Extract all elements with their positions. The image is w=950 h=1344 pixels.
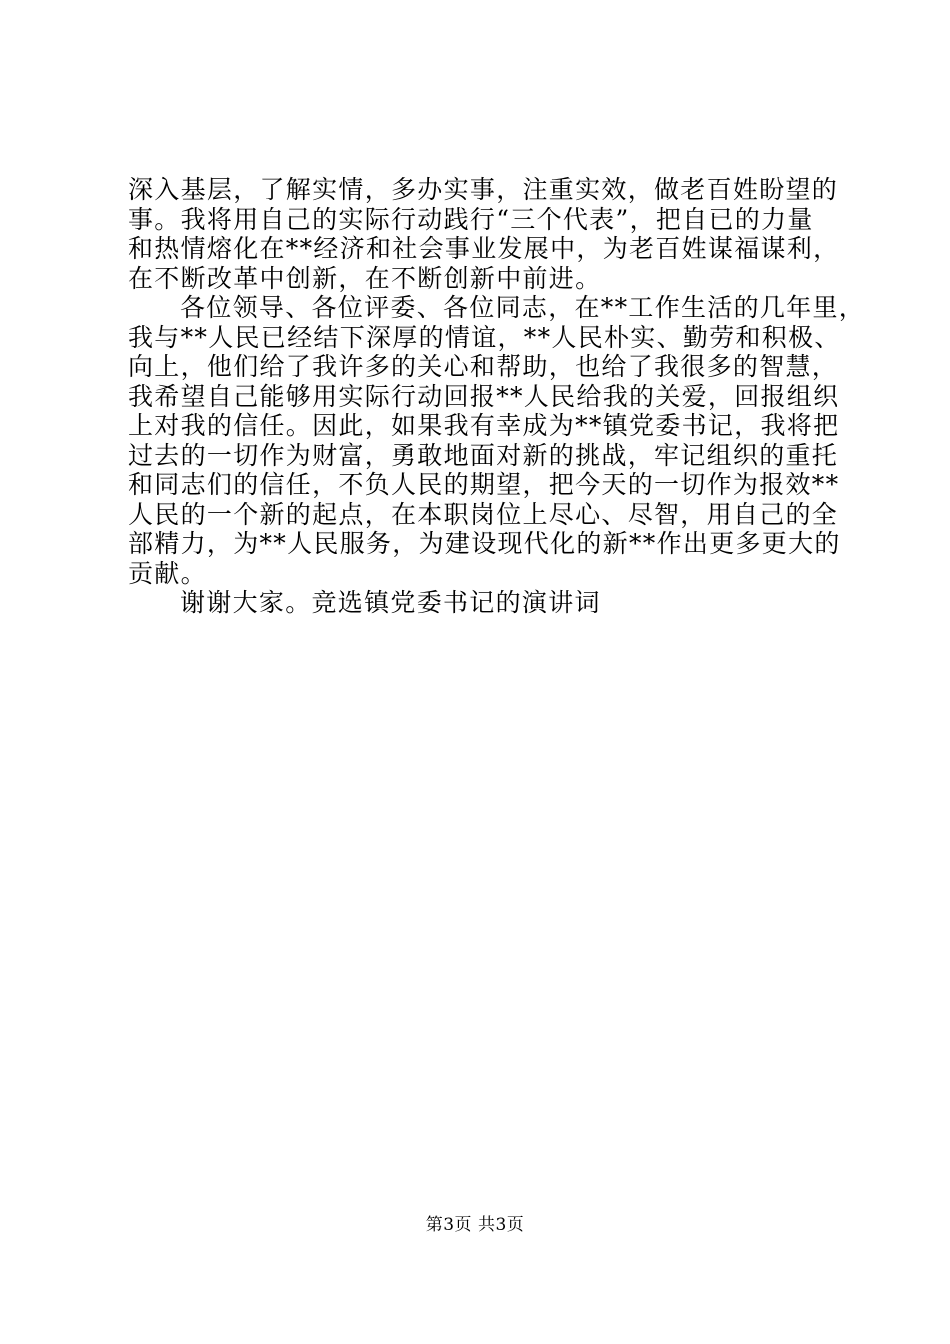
- text-line: 事。我将用自己的实际行动践行“三个代表”，把自已的力量: [128, 204, 814, 234]
- paragraph: [128, 293, 866, 588]
- text-line: 人民的一个新的起点，在本职岗位上尽心、尽智，用自己的全: [128, 499, 839, 529]
- paragraph: [128, 175, 840, 293]
- text-line: 和热情熔化在**经济和社会事业发展中，为老百姓谋福谋利，: [128, 234, 840, 263]
- page-footer: 第3页 共3页: [425, 1215, 525, 1235]
- text-line: 深入基层，了解实情，多办实事，注重实效，做老百姓盼望的: [128, 175, 839, 204]
- text-line: 各位领导、各位评委、各位同志，在**工作生活的几年里，: [180, 293, 866, 322]
- text-line: 我希望自己能够用实际行动回报**人民给我的关爱，回报组织: [128, 381, 840, 411]
- text-line: 我与**人民已经结下深厚的情谊，**人民朴实、勤劳和积极、: [128, 322, 841, 352]
- text-line: 贡献。: [128, 558, 207, 588]
- text-line: 部精力，为**人民服务，为建设现代化的新**作出更多更大的: [128, 529, 841, 558]
- text-line: 向上，他们给了我许多的关心和帮助，也给了我很多的智慧，: [128, 352, 839, 381]
- text-line: 过去的一切作为财富，勇敢地面对新的挑战，牢记组织的重托: [128, 440, 839, 470]
- text-line: 上对我的信任。因此，如果我有幸成为**镇党委书记，我将把: [128, 411, 840, 440]
- body-text: [128, 175, 866, 618]
- paragraph: [128, 588, 840, 618]
- text-line: 谢谢大家。竞选镇党委书记的演讲词: [180, 588, 601, 617]
- text-line: 在不断改革中创新，在不断创新中前进。: [128, 263, 602, 293]
- text-line: 和同志们的信任，不负人民的期望，把今天的一切作为报效**: [128, 470, 840, 499]
